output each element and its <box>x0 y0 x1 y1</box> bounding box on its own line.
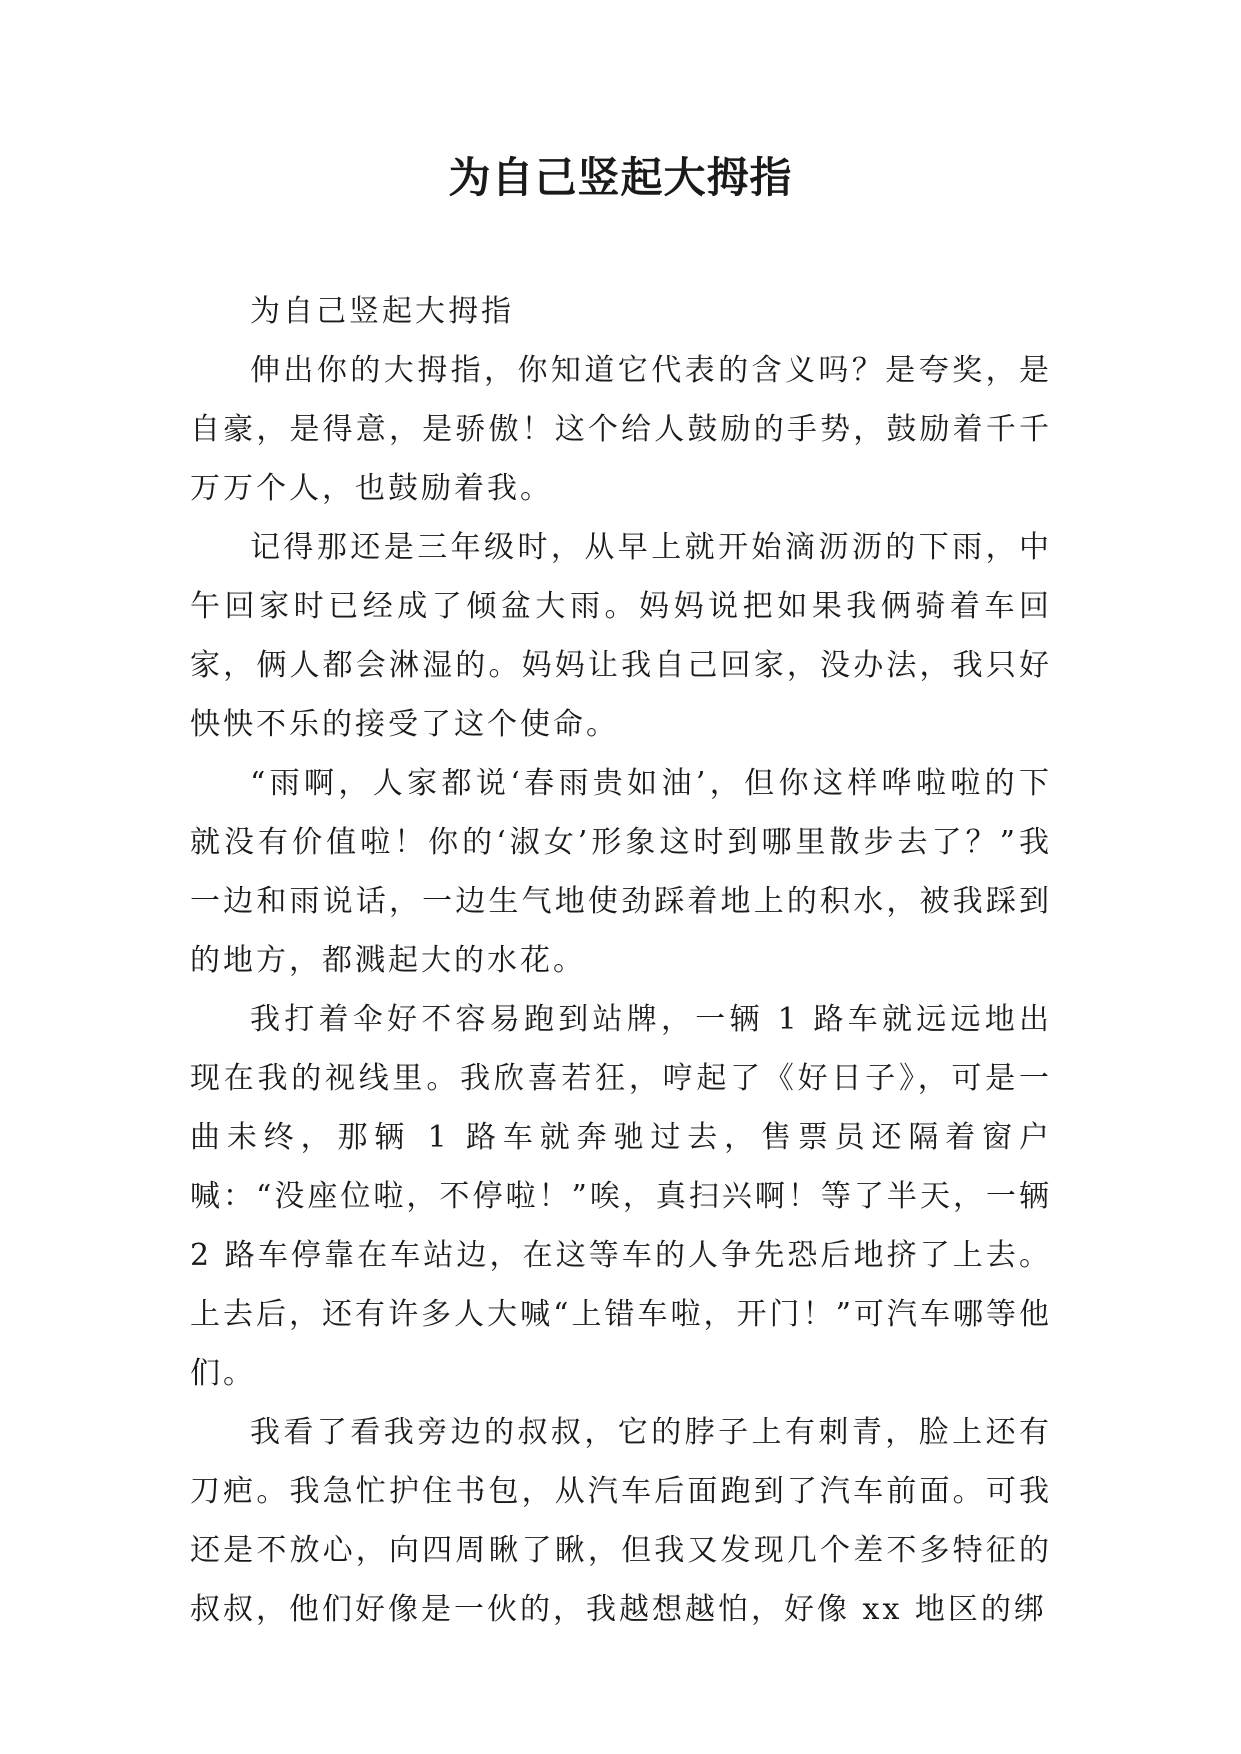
paragraph: “雨啊，人家都说‘春雨贵如油’，但你这样哗啦啦的下就没有价值啦！你的‘淑女’形象这时到哪里散步去了？”我一边和雨说话，一边生气地使劲踩着地上的积水，被我踩到的地方，都溅起大的水花。 <box>190 766 1052 978</box>
paragraph: 我看了看我旁边的叔叔，它的脖子上有刺青，脸上还有刀疤。我急忙护住书包，从汽车后面跑到了汽车前面。可我还是不放心，向四周瞅了瞅，但我又发现几个差不多特征的叔叔，他们好像是一伙的，我越想越怕，好像 xx 地区的绑 <box>190 1415 1052 1627</box>
document-title: 为自己竖起大拇指 <box>448 153 793 202</box>
paragraph: 记得那还是三年级时，从早上就开始滴沥沥的下雨，中午回家时已经成了倾盆大雨。妈妈说把如果我俩骑着车回家，俩人都会淋湿的。妈妈让我自己回家，没办法，我只好怏怏不乐的接受了这个使命。 <box>190 530 1052 742</box>
paragraph: 伸出你的大拇指，你知道它代表的含义吗？是夸奖，是自豪，是得意，是骄傲！这个给人鼓励的手势，鼓励着千千万万个人，也鼓励着我。 <box>190 353 1052 506</box>
paragraph: 为自己竖起大拇指 <box>250 294 514 329</box>
paragraph: 我打着伞好不容易跑到站牌，一辆 1 路车就远远地出现在我的视线里。我欣喜若狂，哼起了《好日子》，可是一曲未终，那辆 1 路车就奔驰过去，售票员还隔着窗户喊：“没座位啦，不停啦！”唉，真扫兴啊！等了半天，一辆 2 路车停靠在车站边，在这等车的人争先恐后地挤了上去。上去后，还有许多人大喊“上错车啦，开门！”可汽车哪等他们。 <box>190 1002 1052 1391</box>
document-body <box>190 282 1052 1639</box>
